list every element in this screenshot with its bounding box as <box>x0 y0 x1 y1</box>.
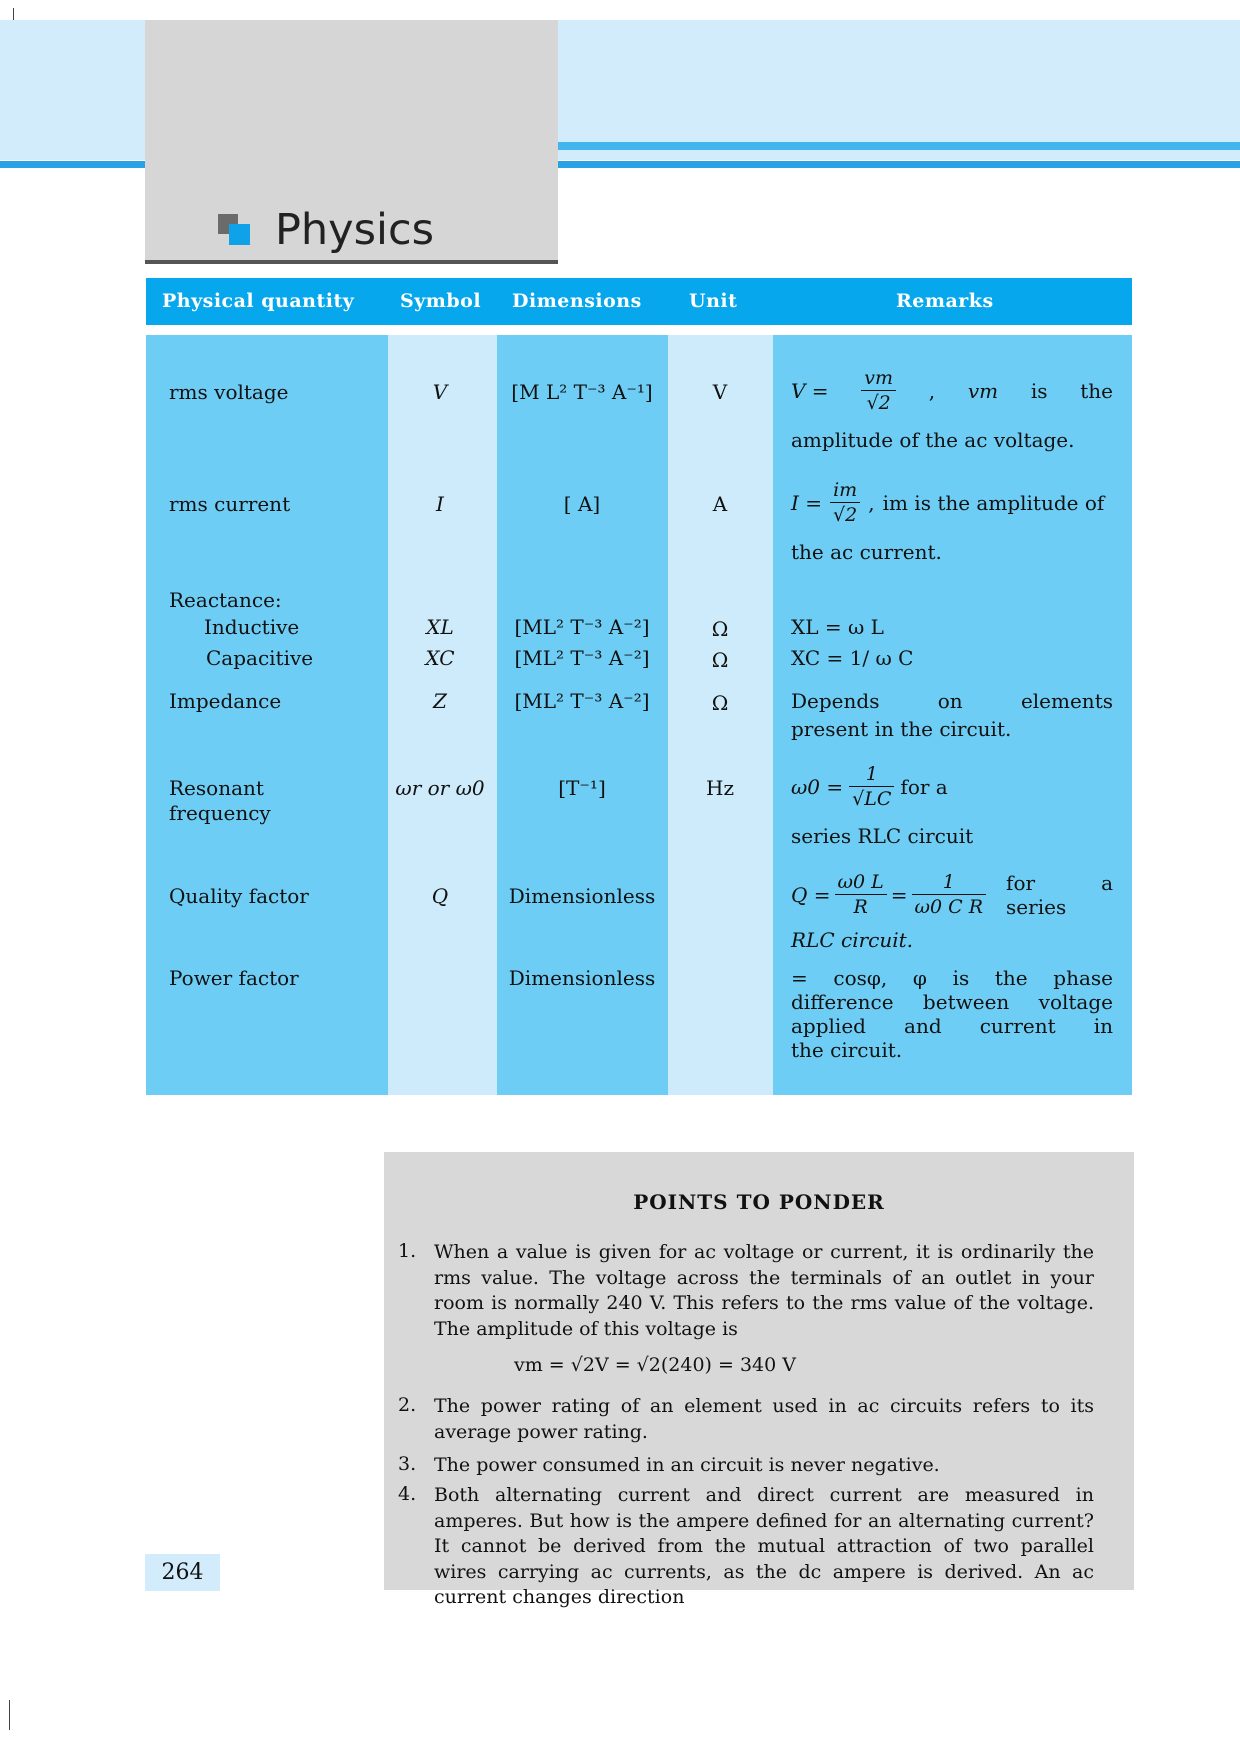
symbol-quality: Q <box>431 884 449 908</box>
col-header-dimensions: Dimensions <box>512 290 642 312</box>
unit-rms-voltage: V <box>712 380 728 404</box>
remark-quality: Q = $\frac{\omega 0 L}{R}$ = $\frac{1}{\text{ω0 C R}}$ for a series <box>791 870 1113 919</box>
dimensions-impedance: [ML² T⁻³ A⁻²] <box>514 689 650 713</box>
remark-resonant-line2: series RLC circuit <box>791 824 974 848</box>
page-number: 264 <box>145 1554 220 1591</box>
points-to-ponder-box <box>384 1152 1134 1608</box>
quantity-quality: Quality factor <box>169 884 309 908</box>
logo-square-icon-front <box>229 224 250 245</box>
remark-rms-current: I = $\frac{im}{√2}$ , im is the amplitude of <box>791 479 1105 526</box>
quantity-resonant-line2: frequency <box>169 801 271 825</box>
remark-impedance-line2: present in the circuit. <box>791 717 1012 741</box>
symbol-impedance: Z <box>433 689 447 713</box>
remark-rms-voltage: V = $\frac{vm}{√2}$ , vm is the <box>791 367 1113 414</box>
point-4-number: 4. <box>398 1483 417 1505</box>
dimensions-resonant: [T⁻¹] <box>558 776 606 800</box>
page-title: Physics <box>275 205 435 255</box>
symbol-resonant: ωr or ω0 <box>395 776 485 800</box>
col-header-remarks: Remarks <box>896 290 994 312</box>
column-unit <box>668 335 773 1095</box>
unit-impedance: Ω <box>711 691 729 715</box>
point-1-text: When a value is given for ac voltage or current, it is ordinarily the rms value. The voltage across the terminals of an outlet in your room is normally 240 V. This refers to the rms value of the voltage. The amplitude of this voltage is <box>434 1241 1094 1340</box>
quantity-impedance: Impedance <box>169 689 282 713</box>
unit-resonant: Hz <box>706 776 734 800</box>
col-header-quantity: Physical quantity <box>162 290 355 312</box>
symbol-inductive: XL <box>426 615 454 639</box>
points-title: POINTS TO PONDER <box>633 1190 885 1214</box>
point-2-number: 2. <box>398 1394 417 1416</box>
quantity-reactance: Reactance: <box>169 588 282 612</box>
fraction-im-root2: $\frac{im}{√2}$ <box>830 478 860 527</box>
quantity-capacitive: Capacitive <box>206 646 314 670</box>
remark-power-line4: the circuit. <box>791 1038 903 1062</box>
point-3-number: 3. <box>398 1453 417 1475</box>
fraction-w0L-R: $\frac{\omega 0 L}{R}$ <box>835 870 887 919</box>
symbol-capacitive: XC <box>425 646 455 670</box>
point-2-text: The power rating of an element used in ac circuits refers to its average power rating. <box>434 1395 1094 1443</box>
unit-inductive: Ω <box>711 617 729 641</box>
dimensions-rms-current: [ A] <box>563 492 601 516</box>
dimensions-inductive: [ML² T⁻³ A⁻²] <box>514 615 650 639</box>
unit-rms-current: A <box>712 492 728 516</box>
fraction-1-rootLC: $\frac{1}{√LC}$ <box>849 762 894 811</box>
quantity-resonant: Resonant <box>169 776 264 800</box>
symbol-rms-voltage: V <box>432 380 448 404</box>
symbol-rms-current: I <box>436 492 444 516</box>
remark-rms-voltage-line2: amplitude of the ac voltage. <box>791 428 1075 452</box>
column-symbol <box>388 335 497 1095</box>
remark-resonant: ω0 = $\frac{1}{√LC}$ for a <box>791 763 948 810</box>
col-header-symbol: Symbol <box>400 290 482 312</box>
dimensions-capacitive: [ML² T⁻³ A⁻²] <box>514 646 650 670</box>
point-4-text: Both alternating current and direct current are measured in amperes. But how is the ampere defined for an alternating current? It cannot be derived from the mutual attraction of two parallel wires carrying ac currents, as the dc ampere is derived. An ac current changes direction <box>434 1484 1094 1608</box>
point-1-formula: vm = √2V = √2(240) = 340 V <box>514 1354 796 1376</box>
remark-rms-current-line2: the ac current. <box>791 540 942 564</box>
unit-capacitive: Ω <box>711 648 729 672</box>
quantity-inductive: Inductive <box>204 615 300 639</box>
point-3-text: The power consumed in an circuit is never negative. <box>434 1454 940 1476</box>
quantity-rms-current: rms current <box>169 492 291 516</box>
quantity-rms-voltage: rms voltage <box>169 380 289 404</box>
remark-quality-line2: RLC circuit. <box>791 928 914 952</box>
col-header-unit: Unit <box>689 290 738 312</box>
remark-capacitive: XC = 1/ ω C <box>791 646 914 670</box>
remark-inductive: XL = ω L <box>791 615 884 639</box>
header-stripe-upper <box>558 142 1240 150</box>
fraction-1-w0CR: $\frac{1}{\text{ω0 C R}}$ <box>912 870 987 919</box>
fraction-vm-root2: $\frac{vm}{√2}$ <box>861 366 896 415</box>
dimensions-rms-voltage: [M L² T⁻³ A⁻¹] <box>511 380 653 404</box>
point-1-number: 1. <box>398 1240 417 1262</box>
table-header <box>146 278 1132 325</box>
crop-mark-bottom <box>0 1700 10 1730</box>
dimensions-quality: Dimensionless <box>508 884 656 908</box>
remark-power-line3: applied and current in <box>791 1014 1113 1038</box>
dimensions-power: Dimensionless <box>508 966 656 990</box>
remark-power-line1: = cosφ, φ is the phase <box>791 966 1113 990</box>
quantity-power: Power factor <box>169 966 299 990</box>
remark-power-line2: difference between voltage <box>791 990 1113 1014</box>
remark-impedance: Depends on elements <box>791 689 1113 713</box>
